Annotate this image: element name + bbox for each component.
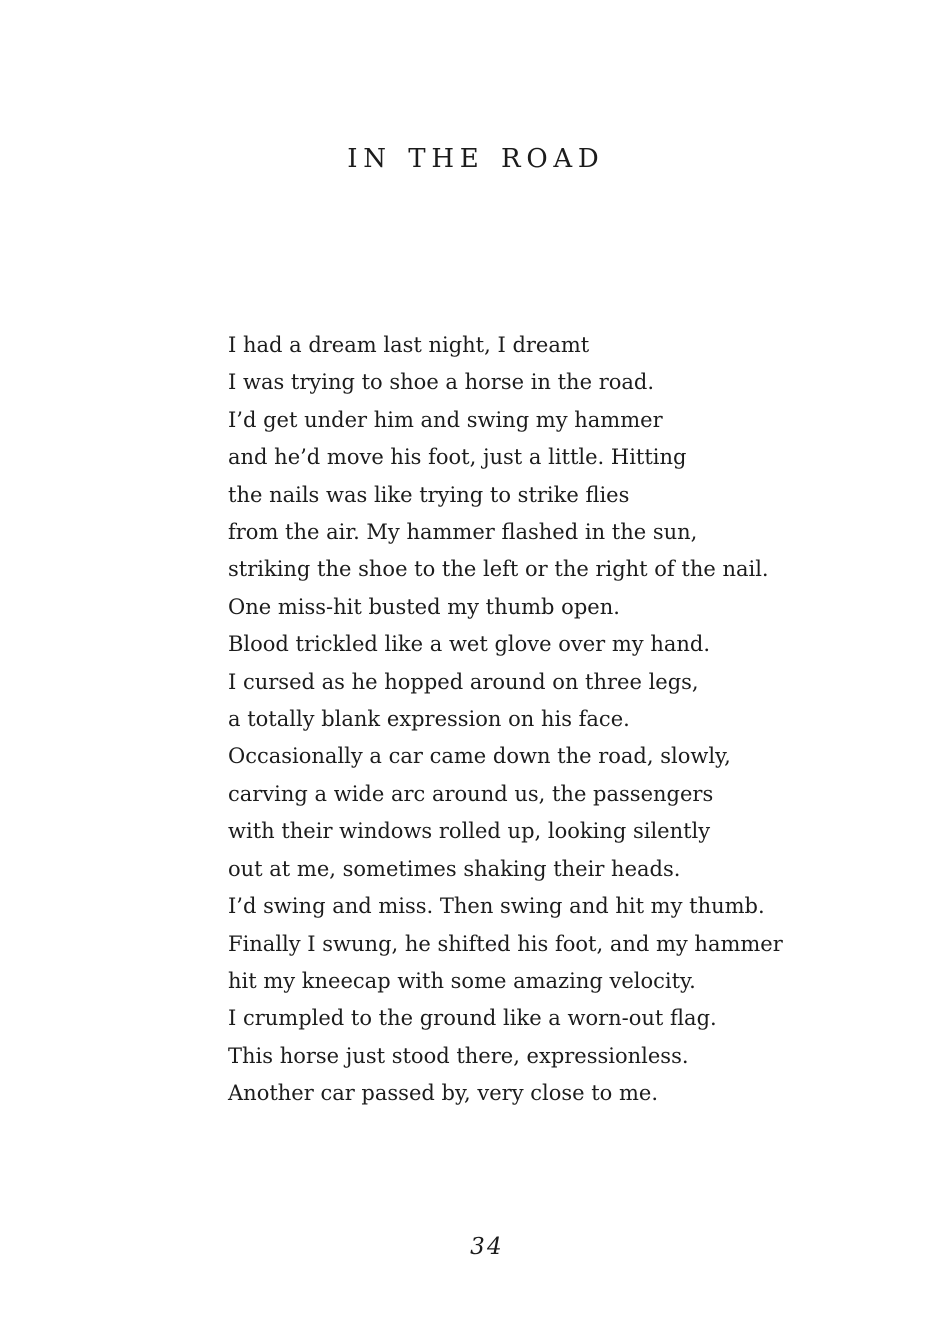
poem-body bbox=[228, 327, 788, 1113]
poem-line: Another car passed by, very close to me. bbox=[228, 1081, 659, 1106]
poem-line: This horse just stood there, expressionless. bbox=[228, 1043, 689, 1068]
poem-line: from the air. My hammer flashed in the sun, bbox=[228, 520, 698, 545]
poem-line: and he’d move his foot, just a little. Hitting bbox=[228, 445, 687, 470]
poem-line: I’d swing and miss. Then swing and hit my thumb. bbox=[228, 894, 765, 919]
page-title: IN THE ROAD bbox=[347, 144, 605, 174]
poem-line: with their windows rolled up, looking silently bbox=[228, 819, 711, 844]
poem-line: the nails was like trying to strike flies bbox=[228, 482, 630, 507]
poem-line: I’d get under him and swing my hammer bbox=[228, 407, 663, 432]
poem-line: a totally blank expression on his face. bbox=[228, 707, 630, 732]
poem-line: carving a wide arc around us, the passengers bbox=[228, 781, 714, 806]
poem-line: Blood trickled like a wet glove over my hand. bbox=[228, 632, 711, 657]
page-number: 34 bbox=[470, 1234, 504, 1260]
poem-line: I had a dream last night, I dreamt bbox=[228, 333, 590, 357]
poem-line: striking the shoe to the left or the right of the nail. bbox=[228, 557, 769, 582]
poem-line: I crumpled to the ground like a worn-out flag. bbox=[228, 1006, 717, 1031]
poem-line: I was trying to shoe a horse in the road. bbox=[228, 370, 655, 395]
poem-line: Finally I swung, he shifted his foot, and my hammer bbox=[228, 931, 783, 956]
poem-line: Occasionally a car came down the road, slowly, bbox=[228, 744, 731, 769]
poem-line: out at me, sometimes shaking their heads. bbox=[228, 856, 681, 881]
poem-line: hit my kneecap with some amazing velocity. bbox=[228, 968, 696, 993]
poem-line: One miss-hit busted my thumb open. bbox=[228, 594, 620, 619]
poem-line: I cursed as he hopped around on three legs, bbox=[228, 669, 699, 694]
